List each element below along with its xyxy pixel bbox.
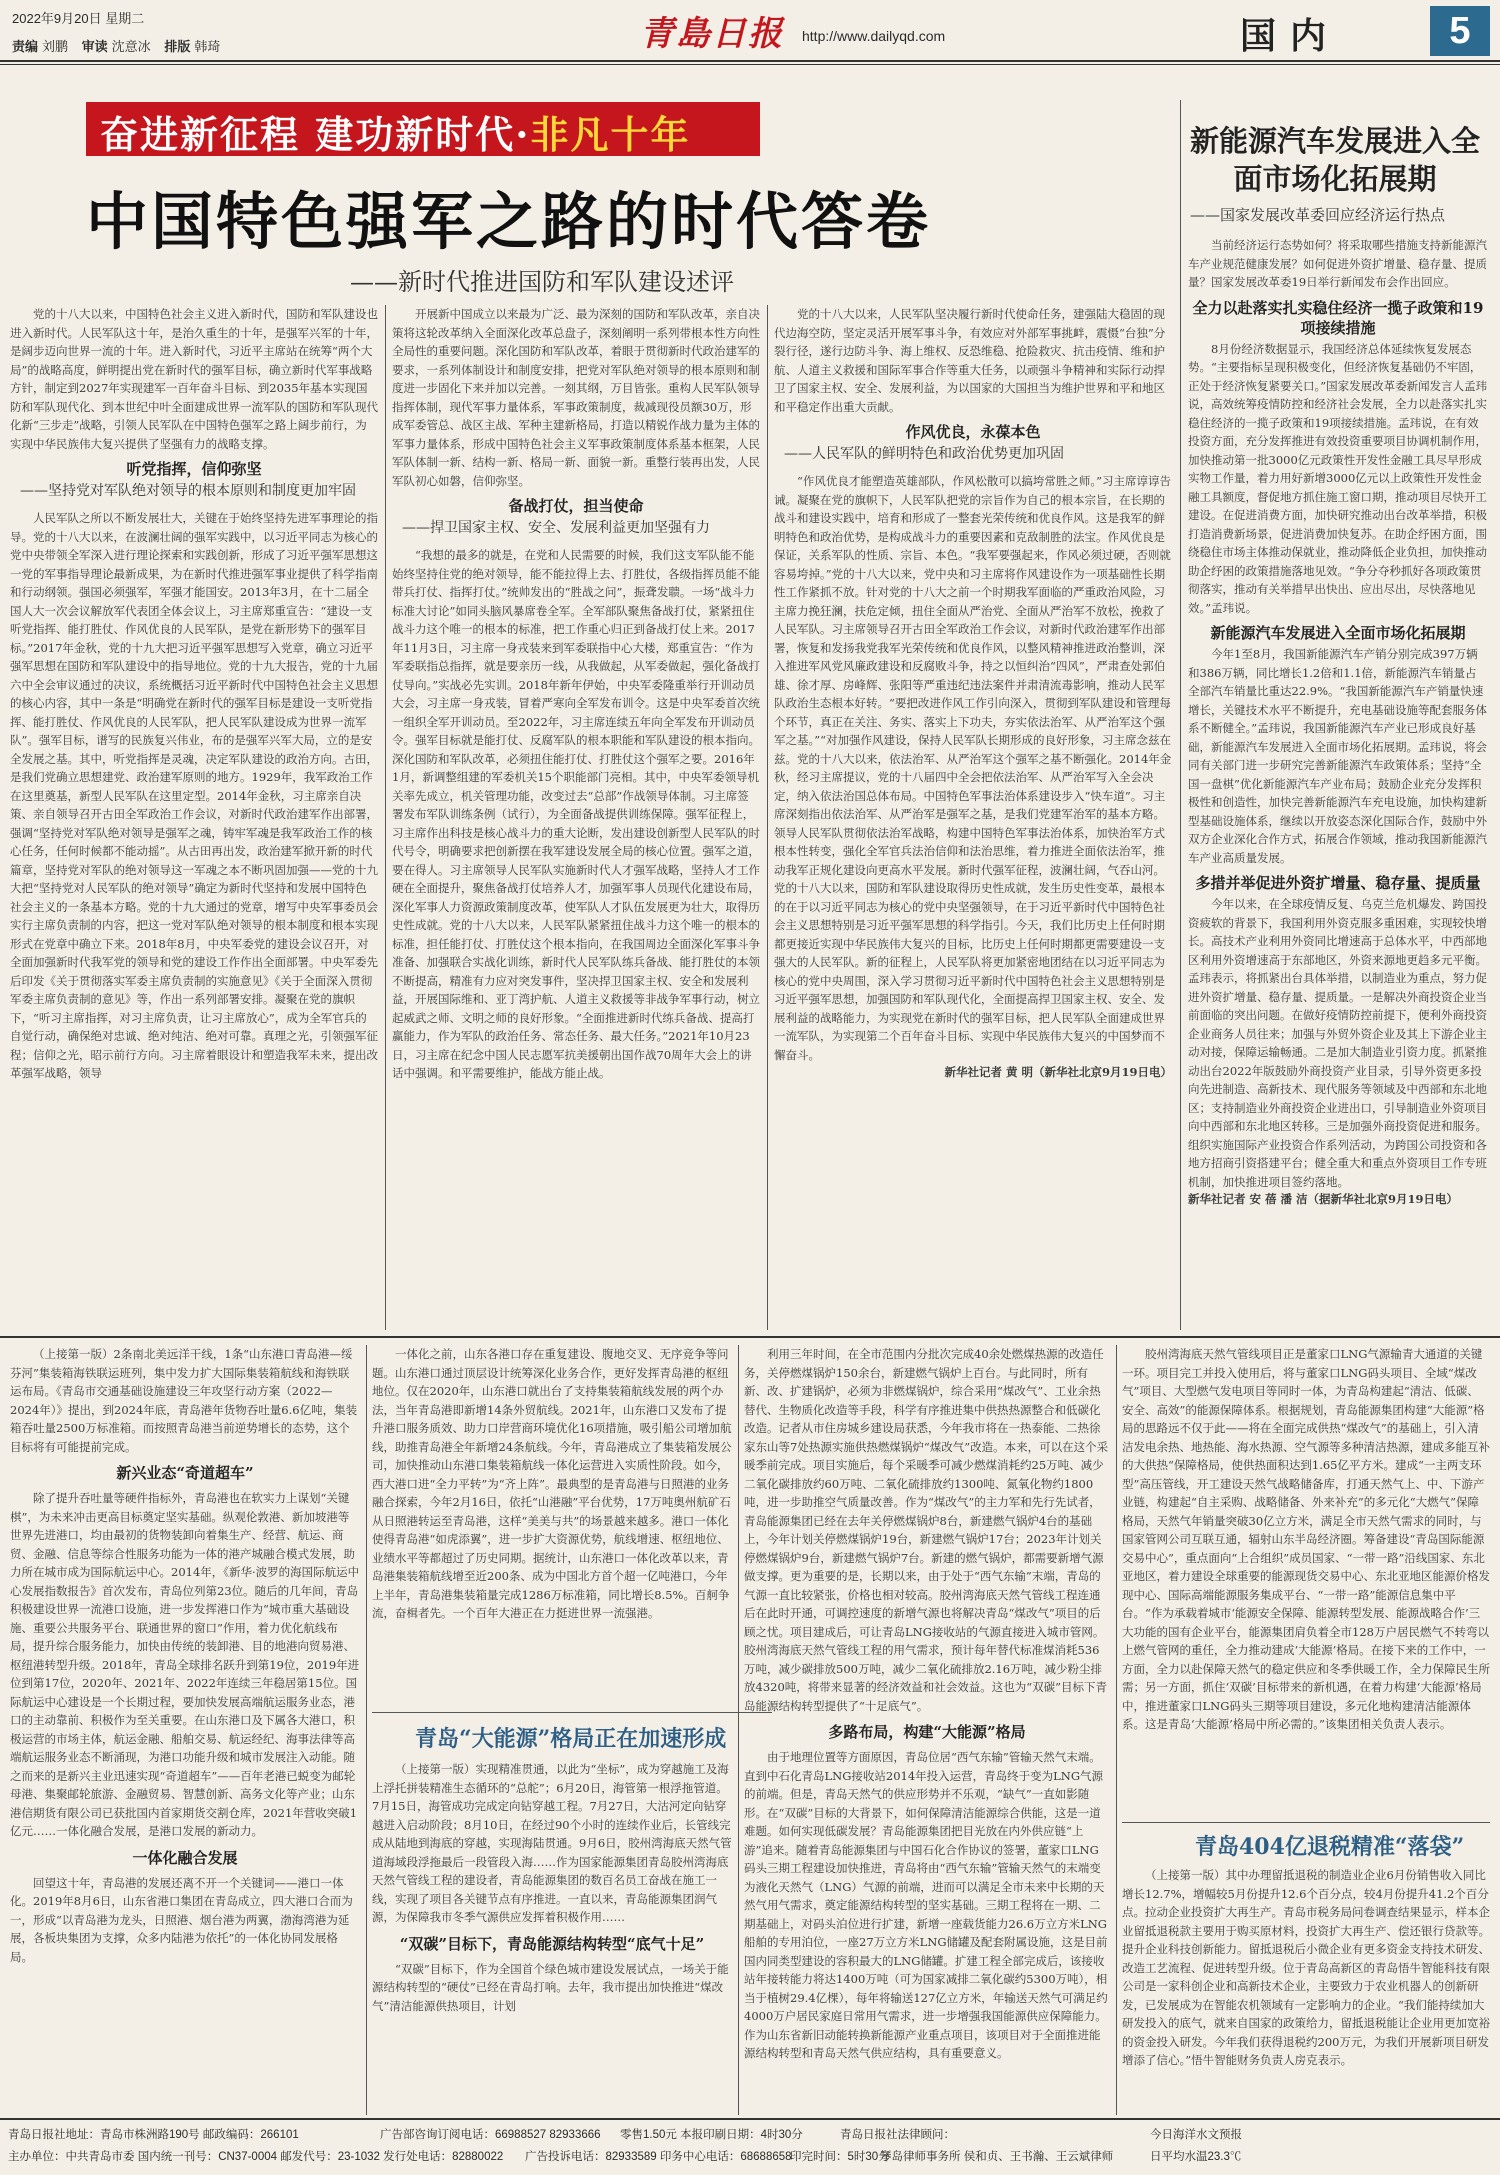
right-subheadline: ——国家发展改革委回应经济运行热点 [1190,206,1446,224]
right-byline: 新华社记者 安 蓓 潘 洁（据新华社北京9月19日电） [1188,1192,1459,1206]
right-body-2: 今年1至8月，我国新能源汽车产销分别完成397万辆和386万辆，同比增长1.2倍和1.1倍，新能源汽车销量占全部汽车销量比重达22.9%。“我国新能源汽车产销量快速增长，关键技术水平不断提升，充电基础设施等配套服务体系不断健全。”孟玮说，我国新能源汽车产业已形成良好基础，新能源汽车发展进入全面市场化拓展期。孟玮说，将会同有关部门进一步研究完善新能源汽车政策体系；坚持“全国一盘棋”优化新能源汽车产业布局；鼓励企业充分发挥积极性和创造性，加快完善新能源汽车充电设施，加快构建新型基础设施体系，继续以开放姿态深化国际合作，鼓励中外双方企业深化合作方式，拓展合作领域，推动我国新能源汽车产业高质量发展。 [1188,647,1487,865]
right-section-heading-2: 新能源汽车发展进入全面市场化拓展期 [1210,624,1466,642]
bottom-col1-body-2: 回望这十年，青岛港的发展还离不开一个关键词——港口一体化。2019年8月6日，山东省港口集团在青岛成立，四大港口合而为一，形成“以青岛港为龙头，日照港、烟台港为两翼，渤海湾港为延展，各板块集团为支撑，众多内陆港为依托”的一体化协同发展格局。 [10,1875,353,1964]
lead-body-3: “作风优良才能塑造英雄部队，作风松散可以搞垮常胜之师。”习主席谆谆告诫。凝聚在党的旗帜下，人民军队把党的宗旨作为自己的根本宗旨，在长期的战斗和建设实践中，培育和形成了一整套光荣传统和优良作风。这是我军的鲜明特色和政治优势，是构成战斗力的重要因素和克敌制胜的法宝。作风优良是保证，关系军队的性质、宗旨、本色。“我军要强起来，作风必须过硬，否则就容易垮掉。”党的十八大以来，党中央和习主席将作风建设作为一项基础性长期性工作紧抓不放。针对党的十八大之前一个时期我军面临的严重政治风险，习主席力挽狂澜，扶危定倾，扭住全面从严治党、全面从严治军不放松，挽救了人民军队。习主席领导召开古田全军政治工作会议，对新时代政治建军作出部署，恢复和发扬我党我军光荣传统和优良作风，以整风精神推进政治整训，深入推进军风党风廉政建设和反腐败斗争，持之以恒纠治“四风”，严肃查处郭伯雄、徐才厚、房峰辉、张阳等严重违纪违法案件并肃清流毒影响，推动人民军队政治生态根本好转。“要把改进作风工作引向深入，贯彻到军队建设和管理每个环节，真正在关注、务实、落实上下功夫，夯实依法治军、从严治军这个强军之基。”“对加强作风建设，保持人民军队长期形成的良好形象，习主席念兹在兹。党的十八大以来，依法治军、从严治军这个强军之基不断强化。2014年金秋，经习主席提议，党的十八届四中全会把依法治军、从严治军写入全会决定，纳入依法治国总体布局。中国特色军事法治体系建设步入“快车道”。习主席深刻指出依法治军、从严治军是强军之基，是我们党建军治军的基本方略。领导人民军队贯彻依法治军战略，构建中国特色军事法治体系，加快治军方式根本性转变，强化全军官兵法治信仰和法治思维，着力推进全面依法治军，推动我军正规化建设向更高水平发展。新时代强军征程，波澜壮阔，气吞山河。党的十八大以来，国防和军队建设取得历史性成就，发生历史性变革，最根本的在于以习近平同志为核心的党中央坚强领导，在于习近平新时代中国特色社会主义思想特别是习近平强军思想的科学指引。今天，我们比历史上任何时期都更接近实现中华民族伟大复兴的目标，比历史上任何时期都更需要建设一支强大的人民军队。新的征程上，人民军队将更加紧密地团结在以习近平同志为核心的党中央周围，深入学习贯彻习近平新时代中国特色社会主义思想特别是习近平强军思想，加强国防和军队现代化，全面提高捍卫国家主权、安全、发展利益的战略能力，为实现党在新时代的强军目标，把人民军队全面建成世界一流军队，为实现第二个百年奋斗目标、实现中华民族伟大复兴的中国梦而不懈奋斗。 [774,474,1172,1062]
banner-main: 奋进新征程 建功新时代· [100,112,531,157]
website-link[interactable]: http://www.dailyqd.com [802,28,946,44]
bottom-col1-heading-2: 一体化融合发展 [132,1848,238,1867]
footer-address: 青岛日报社地址：青岛市株洲路190号 邮政编码：266101 [8,2129,299,2141]
bottom-col1-lead: （上接第一版）2条南北美远洋干线，1条“山东港口青岛港—绥芬河”集装箱海铁联运班列，集中发力扩大国际集装箱航线和海铁联运布局。《青岛市交通基础设施建设三年攻坚行动方案（2022—2024年）》提出，到2024年底，青岛港年货物吞吐量6.6亿吨，集装箱吞吐量2500万标准箱。而按照青岛港当前逆势增长的态势，这个目标将有可能提前完成。 [10,1347,358,1454]
lead-column-1 [10,305,378,1330]
lead-column-2 [392,305,760,1330]
energy-lead: （上接第一版）实现精准贯通，以此为“坐标”，成为穿越施工及海上浮托拼装精准生态循环的“总舵”；6月20日，海管第一根浮拖管道。7月15日，海管成功完成定向钻穿越工程。7月27日，大沽河定向钻穿越进入启动阶段；8月10日，在经过90个小时的连续作业后，长管线完成从陆地到海底的穿越，实现海陆贯通。9月6日，胶州湾海底天然气管道海域段浮拖最后一段管段入海……作为国家能源集团青岛胶州湾海底天然气管线工程的建设者，青岛能源集团的数百名员工奋战在施工一线，实现了项目各关键节点有序推进。一直以来，青岛能源集团润气源，为保障我市冬季气源供应发挥着积极作用…… [372,1762,732,1924]
footer-weather-title: 今日海洋水文预报 [1150,2129,1242,2141]
footer-water-temp: 日平均水温23.3℃ [1150,2151,1242,2163]
right-section-heading-1: 全力以赴落实扎实稳住经济一揽子政策和19项接续措施 [1192,298,1484,337]
newspaper-logo: 青島日报 [640,14,784,54]
right-section-heading-3: 多措并举促进外资扩增量、稳存量、提质量 [1195,874,1481,892]
bottom-col1-body-1: 除了提升吞吐量等硬件指标外，青岛港也在软实力上谋划“关键棋”，为未来冲击更高目标奠定坚实基础。纵观伦敦港、新加坡港等世界先进港口，均由最初的货物装卸向着集生产、经营、航运、商贸、金融、信息等综合性服务功能为一体的港产城融合模式发展，助力所在城市成为国际航运中心。2014年，《新华·波罗的海国际航运中心发展指数报告》首次发布，青岛位列第23位。随后的几年间，青岛积极建设世界一流港口设施，进一步发挥港口作为“城市重大基础设施、重要公共服务平台、联通世界的窗口”作用，着力优化航线布局，提升综合服务能力，加快由传统的装卸港、目的地港向贸易港、枢纽港转型升级。2018年，青岛全球排名跃升到第19位，2019年进位到第17位，2020年、2021年、2022年连续三年稳居第15位。国际航运中心建设是一个长期过程，要加快发展高端航运服务业态，港口的主动靠前、积极作为至关重要。在山东港口及下属各大港口，积极运营的市场主体，航运金融、船舶交易、航运经纪、海事法律等高端航运服务业态不断涌现，为港口功能升级和城市发展注入动能。随之而来的是新兴主业迅速实现“奇道超车”——百年老港已蜕变为邮轮母港、集聚邮轮旅游、金融贸易、智慧创新、高务文化等产业；山东港信期货有限公司已获批国内首家期货交割仓库，2021年营收突破1亿元……一体化融合发展，是港口发展的新动力。 [10,1491,360,1838]
column-divider [385,305,386,1330]
footer-legal-label: 青岛日报社法律顾问： [840,2129,955,2141]
header-rule-thin [0,64,1500,65]
lead-headline[interactable]: 中国特色强军之路的时代答卷 [86,185,932,258]
section-subheading-1: ——坚持党对军队绝对领导的根本原则和制度更加牢固 [20,483,356,499]
story-rule [1122,1822,1490,1823]
reviewer-name: 沈意冰 [111,39,151,54]
energy-body-2: 利用三年时间，在全市范围内分批次完成40余处燃煤热源的改造任务，关停燃煤锅炉150余台，新建燃气锅炉上百台。与此同时，所有新、改、扩建锅炉，必须为非燃煤锅炉，综合采用“煤改气”、工业余热替代、生物质化改造等手段，科学有序推进集中供热热源整合和低碳化改造。记者从市住房城乡建设局获悉，今年我市将在一热泰能、二热徐家东山等7处热源实施供热燃煤锅炉“煤改气”改造。本来，可以在这个采暖季前完成。项目实施后，每个采暖季可减少燃煤消耗约25万吨、减少二氧化碳排放约60万吨、二氧化硫排放约1300吨、氮氧化物约1800吨，进一步助推空气质量改善。作为“煤改气”的主力军和先行先试者，青岛能源集团已经在去年关停燃煤锅炉8台，新建燃气锅炉4台的基础上，今年计划关停燃煤锅炉19台，新建燃气锅炉17台；2023年计划关停燃煤锅炉9台，新建燃气锅炉7台。新建的燃气锅炉，都需要新增气源做支撑。更为重要的是，长期以来，由于处于“西气东输”末端，青岛的气源一直比较紧张，价格也相对较高。胶州湾海底天然气管线工程连通后在此时开通，可调控速度的新增气源也将解决青岛“煤改气”项目的后顾之忧。项目建成后，可让青岛LNG接收站的气源直接进入城市管网。胶州湾海底天然气管线工程的用气需求，预计每年替代标准煤消耗536万吨，减少碳排放500万吨，减少二氧化硫排放2.16万吨，减少粉尘排放4320吨，将带来显著的经济效益和社会效益。这也为“双碳”目标下青岛能源结构转型提供了“十足底气”。 [744,1347,1109,1713]
energy-body-1: “双碳”目标下，作为全国首个绿色城市建设发展试点，一场关于能源结构转型的“硬仗”已经在青岛打响。去年，我市提出加快推进“煤改气”清洁能源供热项目，计划 [372,1961,729,2013]
section-subheading-2: ——捍卫国家主权、安全、发展利益更加坚强有力 [402,520,710,536]
story-rule [372,1712,772,1713]
footer-publisher: 主办单位：中共青岛市委 国内统一刊号：CN37-0004 邮发代号：23-1032 发行处电话：82880022 [8,2151,504,2163]
energy-heading-2: 多路布局，构建“大能源”格局 [828,1723,1026,1741]
staff-line [12,36,230,55]
bottom-column-3 [744,1345,1110,2115]
lead-column-3 [774,305,1172,1330]
energy-body-4: 胶州湾海底天然气管线项目正是董家口LNG气源输青大通道的关键一环。项目完工并投入使用后，将与董家口LNG码头项目、全域“煤改气”项目、大型燃气发电项目等同时一体，为青岛构建起“清洁、低碳、安全、高效”的能源保障体系。根据规划，青岛能源集团构建“大能源”格局的思路远不仅于此——将在全面完成供热“煤改气”的基础上，引入清洁发电余热、地热能、海水热源、空气源等多种清洁热源，建成多能互补的大供热“保障格局，使供热面积达到1.65亿平方米。建成“一主两支环型”高压管线，开工建设天然气战略储备库，打通天然气上、中、下游产业链，构建起“自主采购、战略储备、外来补充”的多元化“大燃气”保障格局，天然气年销量突破30亿立方米，满足全市天然气需求的同时，与国家管网公司互联互通，辐射山东半岛经济圈。筹备建设“青岛国际能源交易中心”，重点面向“上合组织”成员国家、“一带一路”沿线国家、东北亚地区，着力建设全球重要的能源现货交易中心、东北亚地区能源价格发现中心、国际高端能源服务集成平台、“一带一路”能源信息集中平台。“作为承载着城市‘能源安全保障、能源转型发展、能源战略合作’三大功能的国有企业平台，能源集团肩负着全市128万户居民燃气不转弯以上燃气管网的重任，全力推动建成‘大能源’格局。在接下来的工作中，一方面，全力以赴保障天然气的稳定供应和冬季供暖工作，全力保障民生所需；另一方面，抓住‘双碳’目标带来的新机遇，在着力构建‘大能源’格局中，推进董家口LNG码头三期等项目建设，多元化地构建清洁能源体系。这是青岛‘大能源’格局中所必需的。”该集团相关负责人表示。 [1122,1347,1490,1731]
energy-headline[interactable]: 青岛“大能源”格局正在加速形成 [415,1726,727,1752]
layout-label: 排版 [164,39,191,54]
lead-intro: 党的十八大以来，中国特色社会主义进入新时代，国防和军队建设也进入新时代。人民军队这十年，是治久重生的十年，是强军兴军的十年，是阔步迈向世界一流的十年。进入新时代，习近平主席站在统筹“两个大局”的战略高度，鲜明提出党在新时代的强军目标，确立新时代军事战略方针，制定到2027年实现建军一百年奋斗目标、到2035年基本实现国防和军队现代化、到本世纪中叶全面建成世界一流军队的国防和军队现代化新“三步走”战略，引领人民军队在中国特色强军之路上阔步前行，为实现中华民族伟大复兴提供了坚强有力的战略支撑。 [10,307,378,451]
editor-name: 刘鹏 [42,39,69,54]
tax-headline[interactable]: 青岛404亿退税精准“落袋” [1195,1834,1465,1860]
section-heading-3: 作风优良，永葆本色 [905,423,1041,441]
header-rule [0,60,1500,62]
footer [0,2120,1500,2175]
bottom-column-4-top [1122,1345,1490,1820]
lead-subheadline: ——新时代推进国防和军队建设述评 [350,268,734,296]
bottom-column-1 [10,1345,360,2115]
reviewer-label: 审读 [81,39,108,54]
column-divider [1180,100,1181,1330]
editor-label: 责编 [12,39,39,54]
column-divider [366,1345,367,2115]
column-divider [738,1345,739,2115]
page-number: 5 [1430,6,1490,56]
bottom-col2-text: 一体化之前，山东各港口存在重复建设、腹地交叉、无序竞争等问题。山东港口通过顶层设计统筹深化业务合作，更好发挥青岛港的枢纽地位。仅在2020年，山东港口就出台了支持集装箱航线发展的两个办法，当年青岛港即新增14条外贸航线。2021年，山东港口又发布了提升港口服务质效、助力口岸营商环境优化16项措施，吸引船公司增加航线，助推青岛港全年新增24条航线。今年，青岛港成立了集装箱发展公司，加快推动山东港口集装箱航线一体化运营进入实质性阶段。如今，西大港口进“全力平转”为“齐上阵”。最典型的是青岛港与日照港的业务融合探索，今年2月16日，依托“山港融”平台优势，17万吨奥州航矿石从日照港转运至青岛港，这样“美美与共”的场景越来越多。港口一体化使得青岛港“如虎添翼”，进一步扩大资源优势，航线增速、枢纽地位、业绩水平等都超过了历史同期。据统计，山东港口一体化改革以来，青岛港集装箱航线增至近200条、成为中国北方首个超一亿吨港口，今年上半年，青岛港集装箱量完成1286万标准箱，同比增长8.5%。百舸争流，奋楫者先。一个百年大港正在力挺进世界一流强港。 [372,1347,732,1620]
issue-date: 2022年9月20日 星期二 [12,11,145,26]
bottom-col1-heading-1: 新兴业态“奇道超车” [116,1464,254,1482]
footer-print-time: 印完时间：5时30分 [790,2151,890,2163]
column-divider [1116,1345,1117,2115]
footer-ad-phone: 广告部咨询订阅电话：66988527 82933666 [380,2129,601,2141]
section-heading-2: 备战打仗，担当使命 [508,497,644,515]
lead-body-1: 人民军队之所以不断发展壮大，关键在于始终坚持先进军事理论的指导。党的十八大以来，在波澜壮阔的强军实践中，以习近平同志为核心的党中央带领全军深入进行理论探索和实践创新，形成了习近平强军思想这一党的军事指导理论最新成果，为在新时代推进强军事业提供了科学指南和行动纲领。强国必须强军，军强才能国安。2013年3月，在十二届全国人大一次会议解放军代表团全体会议上，习主席郑重宣告：“建设一支听党指挥、能打胜仗、作风优良的人民军队，是党在新形势下的强军目标。”2017年金秋，党的十九大把习近平强军思想写入党章，确立习近平强军思想在国防和军队建设中的指导地位。党的十九大报告，党的十九届六中全会审议通过的决议，系统概括习近平新时代中国特色社会主义思想的核心内容，其中一条是“明确党在新时代的强军目标是建设一支听党指挥、能打胜仗、作风优良的人民军队，把人民军队建设成为世界一流军队”。强军目标，谱写的民族复兴伟业，布的是强军兴军大局，立的是安全发展之基。其中，听党指挥是灵魂，决定军队建设的政治方向。古田，是我们党确立思想建党、政治建军原则的地方。1929年，我军政治工作在这里奠基，新型人民军队在这里定型。2014年金秋，习主席亲自决策、亲自领导召开古田全军政治工作会议，对新时代政治建军作出部署，强调“坚持党对军队绝对领导是强军之魂，铸牢军魂是我军政治工作的核心任务，任何时候都不能动摇”。从古田再出发，政治建军掀开新的时代篇章，坚持党对军队的绝对领导这一军魂之本不断巩固加强——党的十九大把“坚持党对人民军队的绝对领导”确定为新时代坚持和发展中国特色社会主义的一条基本方略。党的十九大通过的党章，增写中央军事委员会实行主席负责制的内容，把这一党对军队绝对领导的根本制度和根本实现形式在党章中确立下来。2018年8月，中央军委党的建设会议召开，对全面加强新时代我军党的领导和党的建设工作作出全面部署。中央军委先后印发《关于贯彻落实军委主席负责制的实施意见》《关于全面深入贯彻军委主席负责制的意见》等，作出一系列部署安排。凝聚在党的旗帜下，“听习主席指挥，对习主席负责，让习主席放心”，成为全军官兵的自觉行动，确保绝对忠诚、绝对纯洁、绝对可靠。真理之光，引领强军征程；信仰之光，昭示前行方向。习主席着眼设计和塑造我军未来，提出改革强军战略，领导 [10,511,378,1080]
footer-complaint-phone: 广告投诉电话：82933589 印务中心电话：68688658 [525,2151,792,2163]
right-body-3: 今年以来，在全球疫情反复、乌克兰危机爆发、跨国投资疲软的背景下，我国利用外资克服多重困难，实现较快增长。高技术产业利用外资同比增速高于总体水平，中西部地区利用外资增速高于东部地区，外资来源地更趋多元平衡。孟玮表示，将抓紧出台具体举措，以制造业为重点，努力促进外资扩增量、稳存量、提质量。一是解决外商投资企业当前面临的突出问题。在做好疫情防控前提下，便利外商投资企业商务人员往来；加强与外贸外资企业及其上下游企业主动对接，保障运输畅通。二是加大制造业引资力度。抓紧推动出台2022年版鼓励外商投资产业目录，引导外资更多投向先进制造、高新技术、现代服务等领域及中西部和东北地区；支持制造业外商投资企业进出口，引导制造业外资项目向中西部和东北地区转移。三是加强外商投资促进和服务。组织实施国际产业投资合作系列活动，为跨国公司投资和各地方招商引资搭建平台；健全重大和重点外资项目工作专班机制，加快推进项目签约落地。 [1188,897,1487,1189]
lead-body-2: “我想的最多的就是，在党和人民需要的时候，我们这支军队能不能始终坚持住党的绝对领导，能不能拉得上去、打胜仗，各级指挥员能不能带兵打仗、指挥打仗。”统帅发出的“胜战之问”，振聋发聩。一场“战斗力标准大讨论”如同头脑风暴席卷全军。全军部队聚焦备战打仗，紧紧扭住战斗力这个唯一的根本的标准，把工作重心归正到备战打仗上来。2017年11月3日，习主席一身戎装来到军委联指中心大楼，郑重宣告：“作为军委联指总指挥，就是要亲历一线，从我做起，从军委做起，强化备战打仗导向。”实战必先实训。2018年新年伊始，中央军委隆重举行开训动员大会，习主席一身戎装，冒着严寒向全军发布训令。这是中央军委首次统一组织全军开训动员。至2022年，习主席连续五年向全军发布开训动员令。强军目标就是能打仗、反腐军队的根本职能和军队建设的根本指向。深化国防和军队改革，必须扭住能打仗、打胜仗这个强军之要。2016年1月，新调整组建的军委机关15个职能部门亮相。其中，中央军委领导机关率先成立，机关管理功能，改变过去“总部”作战领导体制。习主席签署发布军队训练条例（试行），为全面备战提供训练保障。强军征程上，习主席作出科技是核心战斗力的重大论断，发出建设创新型人民军队的时代号令，明确要求把创新摆在我军建设发展全局的核心位置。强军之道，要在得人。习主席领导人民军队实施新时代人才强军战略，坚持人才工作硬在全面提升，聚焦备战打仗培养人才，加强军事人员现代化建设布局，深化军事人力资源政策制度改革，使军队人才队伍发展更为壮大，取得历史性成就。党的十八大以来，人民军队紧紧扭住战斗力这个唯一的根本的标准，担任能打仗、打胜仗这个根本指向，在我国周边全面深化军事斗争准备、加强联合实战化训练，新时代人民军队练兵备战、能打胜仗的本领不断提高，精准有力应对突发事件，坚决捍卫国家主权、安全和发展利益，开展国际维和、亚丁湾护航、人道主义救援等非战争军事行动，树立起威武之师、文明之师的良好形象。“全面推进新时代练兵备战、提高打赢能力，作为军队的政治任务、常态任务、最大任务。”2021年10月23日，习主席在纪念中国人民志愿军抗美援朝出国作战70周年大会上的讲话中强调。和平需要维护，能战方能止战。 [392,548,760,1080]
bottom-column-4-bottom [1122,1866,1490,2115]
footer-lawyers: 琴岛律师事务所 侯和贞、王书瀚、王云斌律师 [880,2151,1114,2163]
bottom-column-2-bottom [372,1760,732,2115]
lead-body-2-top: 开展新中国成立以来最为广泛、最为深刻的国防和军队改革，亲自决策将这轮改革纳入全面深化改革总盘子，深刻阐明一系列带根本性方向性全局性的重要问题。深化国防和军队改革，着眼于贯彻新时代政治建军的要求，一系列体制设计和制度安排，把党对军队绝对领导的根本原则和制度进一步固化下来并加以完善。一刻其纲，万目皆张。重构人民军队领导指挥体制，现代军事力量体系，军事政策制度，裁减现役员额30万，形成军委管总、战区主战、军种主建新格局，打造以精锐作战力量为主体的军事力量体系，形成中国特色社会主义军事政策制度体系基本框架，人民军队体制一新、结构一新、格局一新、面貌一新。重整行装再出发，人民军队初心如磐，信仰弥坚。 [392,307,760,488]
banner-accent: 非凡十年 [530,112,691,157]
section-rule [0,1336,1500,1338]
energy-body-3: 由于地理位置等方面原因，青岛位居“西气东输”管输天然气末端。直到中石化青岛LNG接收站2014年投入运营，青岛终于变为LNG气源的前端。但是，青岛天然气的供应形势并不乐观，“缺气”一直如影随形。在“双碳”目标的大背景下，如何保障清洁能源综合供能，这是一道难题。如何实现低碳发展？青岛能源集团把目光放在内外供应链“上游”追来。随着青岛能源集团与中国石化合作协议的签署，董家口LNG码头三期工程建设加快推进，青岛将由“西气东输”管输天然气的末端变为液化天然气（LNG）气源的前端，进而可以满足全市未来中长期的天然气用气需求，奠定能源结构转型的坚实基础。三期工程将在一期、二期基础上，对码头泊位进行扩建，新增一座载货能力26.6万立方米LNG船舶的专用泊位，一座27万立方米LNG储罐及配套附属设施，这是目前国内同类型建设的容积最大的LNG储罐。扩建工程全部完成后，该接收站年接转能力将达1400万吨（可为国家减排二氧化碳约5300万吨），相当于植树29.4亿棵），每年将输送127亿立方米，年输送天然气可满足约4000万户居民家庭日常用气需求，进一步增强我国能源供应保障能力。作为山东省新旧动能转换新能源产业重点项目，该项目对于全面推进能源结构转型和青岛天然气供应结构，具有重要意义。 [744,1750,1108,2060]
bottom-column-2-top [372,1345,732,1710]
feature-banner-text [100,104,690,159]
energy-heading-1: “双碳”目标下，青岛能源结构转型“底气十足” [399,1934,705,1953]
right-column [1188,236,1488,1330]
footer-price: 零售1.50元 本报印刷日期：4时30分 [620,2129,803,2141]
right-intro: 当前经济运行态势如何？将采取哪些措施支持新能源汽车产业规范健康发展？如何促进外资扩增量、稳存量、提质量？国家发展改革委19日举行新闻发布会作出回应。 [1188,238,1487,289]
lead-body-3-top: 党的十八大以来，人民军队坚决履行新时代使命任务，建强陆大稳固的现代边海空防，坚定灵活开展军事斗争，有效应对外部军事挑衅，震慑“台独”分裂行径，遂行边防斗争、海上维权、反恐维稳、抢险救灾、抗击疫情、维和护航、人道主义救援和国际军事合作等重大任务，以顽强斗争精神和实际行动捍卫了国家主权、安全、发展利益，为以国家的大国担当为维护世界和平和地区和平稳定作出重大贡献。 [774,307,1166,414]
lead-byline: 新华社记者 黄 明（新华社北京9月19日电） [944,1065,1172,1079]
right-body-1: 8月份经济数据显示，我国经济总体延续恢复发展态势。“主要指标呈现积极变化，但经济恢复基础仍不牢固，正处于经济恢复紧要关口。”国家发展改革委新闻发言人孟玮说，高效统筹疫情防控和经济社会发展，全力以赴落实扎实稳住经济的一揽子政策和19项接续措施。孟玮说，在有效投资方面，充分发挥推进有效投资重要项目协调机制作用，加快推动第一批3000亿元政策性开发性金融工具尽早形成实物工作量，着力用好新增3000亿元以上政策性开发性金融工具额度，督促地方抓住施工窗口期，推动项目尽快开工建设。在促进消费方面，加快研究推动出台改革举措，积极打造消费新场景，促进消费加快复苏。在助企纾困方面，围绕稳住市场主体推动保就业，推动降低企业负担，加快推动助企纾困的政策措施落地见效。“争分夺秒抓好各项政策贯彻落实，推动有关举措早出快出、应出尽出，尽快落地见效。”孟玮说。 [1188,341,1488,615]
section-name: 国内 [1240,15,1341,57]
tax-body: （上接第一版）其中办理留抵退税的制造业企业6月份销售收入同比增长12.7%，增幅较5月份提升12.6个百分点，较4月份提升41.2个百分点。拉动企业投资扩大再生产。青岛市税务局问卷调查结果显示，样本企业留抵退税款主要用于购买原材料，投资扩大再生产、偿还银行贷款等。提升企业科技创新能力。留抵退税后小微企业有更多资金支持技术研发、改造工艺流程、促进转型升级。位于青岛高新区的青岛悟牛智能科技有限公司是一家科创企业和高新技术企业，主要致力于农业机器人的创新研发，已发展成为在智能农机领域有一定影响力的企业。“我们能持续加大研发投入的底气，就来自国家的政策给力，留抵退税能让企业用更加宽裕的资金投入研发。今年我们获得退税约200万元，为我们开展新项目研发增添了信心。”悟牛智能财务负责人房克表示。 [1122,1868,1490,2067]
layout-name: 韩琦 [194,39,221,54]
column-divider [767,305,768,1330]
section-subheading-3: ——人民军队的鲜明特色和政治优势更加巩固 [784,446,1064,462]
right-headline[interactable]: 新能源汽车发展进入全面市场化拓展期 [1190,124,1481,196]
section-heading-1: 听党指挥，信仰弥坚 [126,460,262,478]
